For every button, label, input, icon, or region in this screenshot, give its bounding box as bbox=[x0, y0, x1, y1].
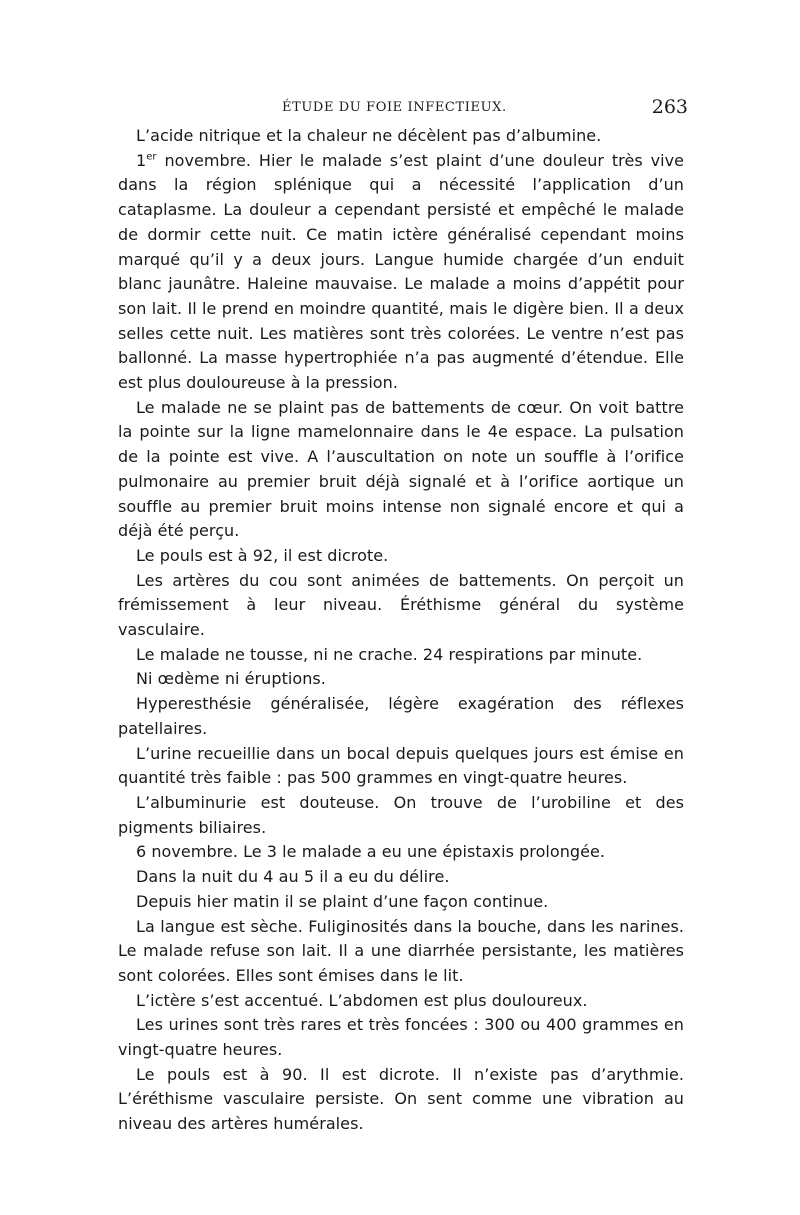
paragraph: La langue est sèche. Fuliginosités dans la bouche, dans les narines. Le malade refuse son lait. Il a une diarrhée persistante, les matières sont colorées. Elles sont émises dans le lit. bbox=[118, 916, 684, 985]
paragraph: L’urine recueillie dans un bocal depuis quelques jours est émise en quantité très faible : pas 500 grammes en vingt-quatre heures. bbox=[118, 743, 684, 788]
paragraph: L’acide nitrique et la chaleur ne décèlent pas d’albumine. bbox=[136, 126, 602, 145]
paragraph: L’ictère s’est accentué. L’abdomen est plus douloureux. bbox=[136, 990, 588, 1010]
paragraph: Ni œdème ni éruptions. bbox=[136, 669, 326, 689]
paragraph: Depuis hier matin il se plaint d’une façon continue. bbox=[136, 891, 549, 911]
paragraph: Hyperesthésie généralisée, légère exagération des réflexes patellaires. bbox=[118, 694, 684, 738]
paragraph: 6 novembre. Le 3 le malade a eu une épistaxis prolongée. bbox=[136, 842, 606, 862]
paragraph: Dans la nuit du 4 au 5 il a eu du délire. bbox=[136, 867, 450, 887]
running-title: ÉTUDE DU FOIE INFECTIEUX. bbox=[282, 100, 507, 115]
paragraph: Les artères du cou sont animées de battements. On perçoit un frémissement à leur niveau. Éréthisme général du système vasculaire. bbox=[118, 570, 684, 640]
paragraph: Le pouls est à 90. Il est dicrote. Il n’existe pas d’arythmie. L’éréthisme vasculaire persiste. On sent comme une vibration au niveau des artères humérales. bbox=[118, 1064, 684, 1134]
page-header bbox=[118, 96, 688, 124]
paragraph: Le malade ne tousse, ni ne crache. 24 respirations par minute. bbox=[136, 644, 643, 664]
page-number: 263 bbox=[651, 96, 688, 118]
paragraph-text: novembre. Hier le malade s’est plaint d’une douleur très vive dans la région splénique qui a nécessité l’application d’un cataplasme. La douleur a cependant persisté et empêché le malade de dormir cette nuit. Ce matin ictère généralisé cependant moins marqué qu’il y a deux jours. Langue humide chargée d’un enduit blanc jaunâtre. Haleine mauvaise. Le malade a moins d’appétit pour son lait. Il le prend en moindre quantité, mais le digère bien. Il a deux selles cette nuit. Les matières sont très colorées. Le ventre n’est pas ballonné. La masse hypertrophiée n’a pas augmenté d’étendue. Elle est plus douloureuse à la pression. bbox=[118, 150, 684, 393]
paragraph-dated bbox=[118, 149, 684, 396]
book-page bbox=[118, 96, 688, 1137]
paragraph: Les urines sont très rares et très foncées : 300 ou 400 grammes en vingt-quatre heures. bbox=[118, 1015, 684, 1060]
paragraph: Le pouls est à 92, il est dicrote. bbox=[136, 545, 389, 565]
date-superscript: er bbox=[146, 151, 157, 163]
date-number: 1 bbox=[136, 150, 147, 170]
paragraph: Le malade ne se plaint pas de battements de cœur. On voit battre la pointe sur la ligne mamelonnaire dans le 4e espace. La pulsation de la pointe est vive. A l’auscultation on note un souffle à l’orifice pulmonaire au premier bruit déjà signalé et à l’orifice aortique un souffle au premier bruit moins intense non signalé encore et qui a déjà été perçu. bbox=[118, 397, 684, 541]
body-text bbox=[118, 124, 684, 1137]
paragraph: L’albuminurie est douteuse. On trouve de l’urobiline et des pigments biliaires. bbox=[118, 792, 684, 837]
